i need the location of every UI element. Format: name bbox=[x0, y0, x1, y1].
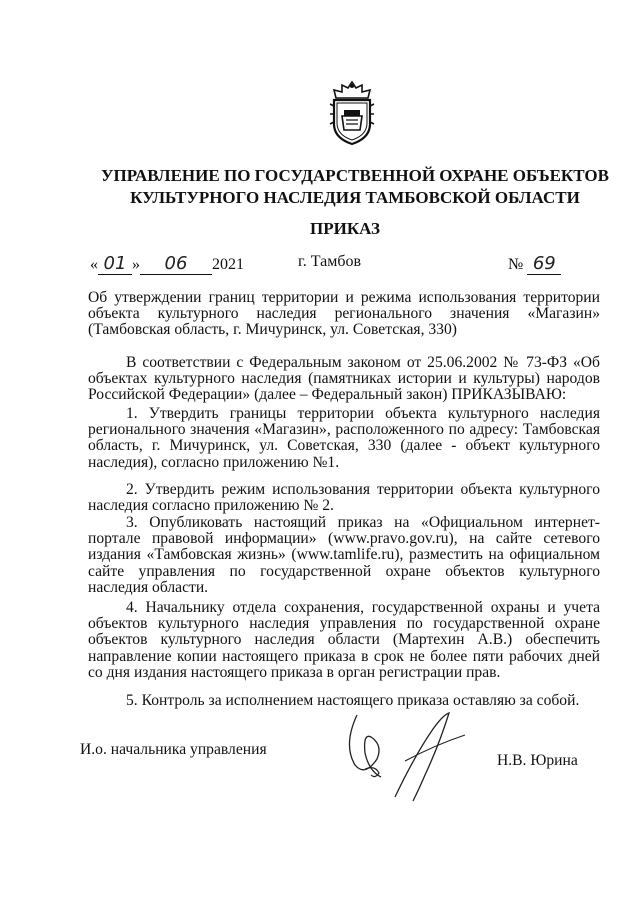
order-item-1: 1. Утвердить границы территории объекта культурного наследия регионального значения «Магазин», расположенного по адресу: Тамбовская область, г. Мичуринск, ул. Советская, 330 (далее - объект культурного наследия), согласно приложению №1. bbox=[88, 405, 600, 471]
city: г. Тамбов bbox=[298, 253, 362, 270]
order-item-3: 3. Опубликовать настоящий приказ на «Официальном интернет-портале правовой информации» (www.pravo.gov.ru), на сайте сетевого издания «Тамбовская жизнь» (www.tamlife.ru), разместить на официальном сайте управления по государственной охране объектов культурного наследия области. bbox=[88, 514, 600, 596]
date-year: 2021 bbox=[212, 256, 244, 273]
date-day: 01 bbox=[98, 253, 132, 275]
order-number-field bbox=[508, 253, 561, 275]
date-field bbox=[90, 253, 244, 275]
document-type: ПРИКАЗ bbox=[310, 219, 380, 238]
agency-title-line1: УПРАВЛЕНИЕ ПО ГОСУДАРСТВЕННОЙ ОХРАНЕ ОБЪЕКТОВ bbox=[101, 166, 609, 185]
signatory-position: И.о. начальника управления bbox=[80, 741, 267, 758]
order-subject: Об утверждении границ территории и режима использования территории объекта культурного наследия регионального значения «Магазин» (Тамбовская область, г. Мичуринск, ул. Советская, 330) bbox=[88, 289, 600, 339]
agency-title-line2: КУЛЬТУРНОГО НАСЛЕДИЯ ТАМБОВСКОЙ ОБЛАСТИ bbox=[130, 188, 580, 207]
handwritten-signature bbox=[335, 705, 485, 805]
signatory-name: Н.В. Юрина bbox=[497, 752, 578, 769]
order-number: 69 bbox=[527, 253, 561, 275]
quote-close: » bbox=[132, 256, 140, 273]
quote-open: « bbox=[90, 256, 98, 273]
coat-of-arms-icon bbox=[326, 80, 378, 146]
order-item-5: 5. Контроль за исполнением настоящего приказа оставляю за собой. bbox=[126, 692, 580, 709]
number-label: № bbox=[508, 256, 524, 273]
date-month: 06 bbox=[140, 253, 212, 275]
order-item-4: 4. Начальнику отдела сохранения, государственной охраны и учета объектов культурного наследия управления по государственной охране объектов культурного наследия области (Мартехин А.В.) обеспечить направление копии настоящего приказа в срок не более пяти рабочих дней со дня издания настоящего приказа в орган регистрации прав. bbox=[88, 599, 600, 681]
order-item-2: 2. Утвердить режим использования территории объекта культурного наследия согласно приложению № 2. bbox=[88, 481, 600, 515]
preamble: В соответствии с Федеральным законом от 25.06.2002 № 73-ФЗ «Об объектах культурного наследия (памятниках истории и культуры) народов Российской Федерации» (далее – Федеральный закон) ПРИКАЗЫВАЮ: bbox=[88, 354, 600, 404]
